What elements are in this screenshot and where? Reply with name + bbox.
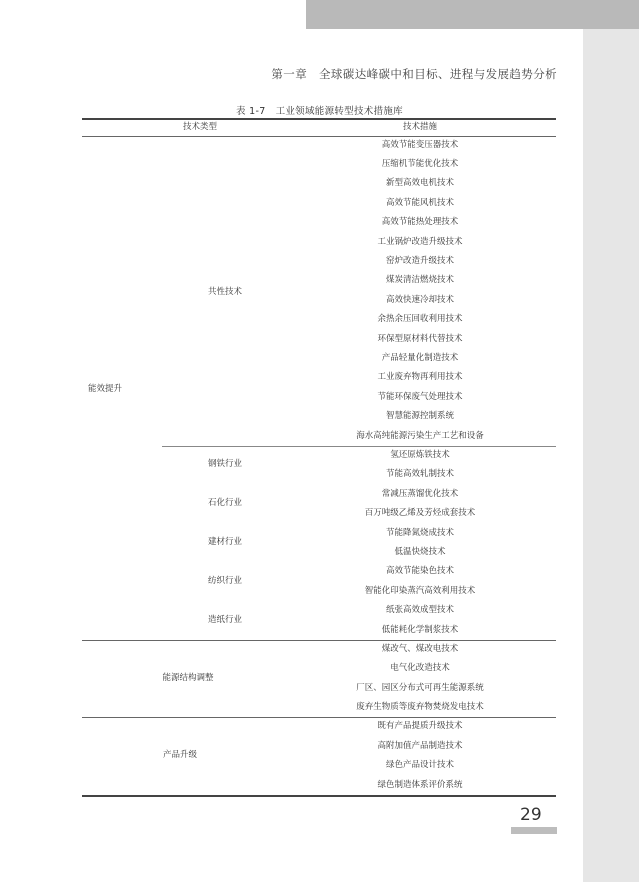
measure-item: 百万吨级乙烯及芳烃成套技术 <box>364 508 476 518</box>
measure-item: 氢还原炼铁技术 <box>390 450 450 460</box>
subcategory-label: 造纸行业 <box>207 615 242 625</box>
measure-item: 新型高效电机技术 <box>385 178 454 188</box>
table-caption-number: 表 1-7 <box>236 106 266 117</box>
measure-item: 煤改气、煤改电技术 <box>381 644 459 654</box>
measure-item: 节能环保废气处理技术 <box>377 392 463 402</box>
measure-item: 高附加值产品制造技术 <box>377 741 463 751</box>
table-bottom-rule <box>82 795 556 797</box>
subcategory-label: 石化行业 <box>207 498 242 508</box>
measure-item: 智能化印染蒸汽高效利用技术 <box>364 586 476 596</box>
measure-item: 工业锅炉改造升级技术 <box>377 237 463 247</box>
measure-item: 高效节能热处理技术 <box>381 217 459 227</box>
table-caption <box>0 103 639 117</box>
measure-item: 绿色制造体系评价系统 <box>377 780 463 790</box>
measure-item: 废弃生物质等废弃物焚烧发电技术 <box>356 702 484 712</box>
measure-item: 既有产品提质升级技术 <box>377 721 463 731</box>
measure-item: 常减压蒸馏优化技术 <box>381 489 459 499</box>
measure-item: 高效节能风机技术 <box>385 198 454 208</box>
measure-item: 余热余压回收利用技术 <box>377 314 463 324</box>
measure-item: 节能降氮烧成技术 <box>385 528 454 538</box>
measure-item: 窑炉改造升级技术 <box>385 256 454 266</box>
subcategory-label: 钢铁行业 <box>207 459 242 469</box>
measure-item: 产品轻量化制造技术 <box>381 353 459 363</box>
measure-item: 海水高纯能源污染生产工艺和设备 <box>356 431 484 441</box>
measure-item: 压缩机节能优化技术 <box>381 159 459 169</box>
measure-item: 绿色产品设计技术 <box>385 760 454 770</box>
header-decoration-bar <box>306 0 639 29</box>
measure-item: 厂区、园区分布式可再生能源系统 <box>356 683 484 693</box>
subcategory-label: 纺织行业 <box>207 576 242 586</box>
measure-item: 环保型原材料代替技术 <box>377 334 463 344</box>
page-edge-decoration <box>583 29 639 882</box>
category-label: 能源结构调整 <box>162 673 214 683</box>
page-number: 29 <box>520 805 542 825</box>
measure-item: 纸张高效成型技术 <box>385 605 454 615</box>
measure-item: 低能耗化学制浆技术 <box>381 625 459 635</box>
measure-item: 智慧能源控制系统 <box>385 411 454 421</box>
subcategory-label: 建材行业 <box>207 537 242 547</box>
category-label: 能效提升 <box>88 384 123 394</box>
measure-item: 高效节能变压器技术 <box>381 140 459 150</box>
measure-item: 节能高效轧制技术 <box>385 469 454 479</box>
measure-item: 低温快烧技术 <box>394 547 446 557</box>
column-header-measure: 技术措施 <box>402 122 437 132</box>
subcategory-label: 共性技术 <box>207 287 242 297</box>
chapter-title: 第一章 全球碳达峰碳中和目标、进程与发展趋势分析 <box>271 67 557 81</box>
measure-item: 电气化改造技术 <box>390 663 450 673</box>
column-header-type: 技术类型 <box>182 122 217 132</box>
category-label: 产品升级 <box>162 750 197 760</box>
page-number-underline <box>511 827 557 834</box>
table-caption-title: 工业领域能源转型技术措施库 <box>275 106 403 117</box>
measure-item: 工业废弃物再利用技术 <box>377 372 463 382</box>
measure-item: 煤炭清洁燃烧技术 <box>385 275 454 285</box>
measure-item: 高效快速冷却技术 <box>385 295 454 305</box>
measure-item: 高效节能染色技术 <box>385 566 454 576</box>
